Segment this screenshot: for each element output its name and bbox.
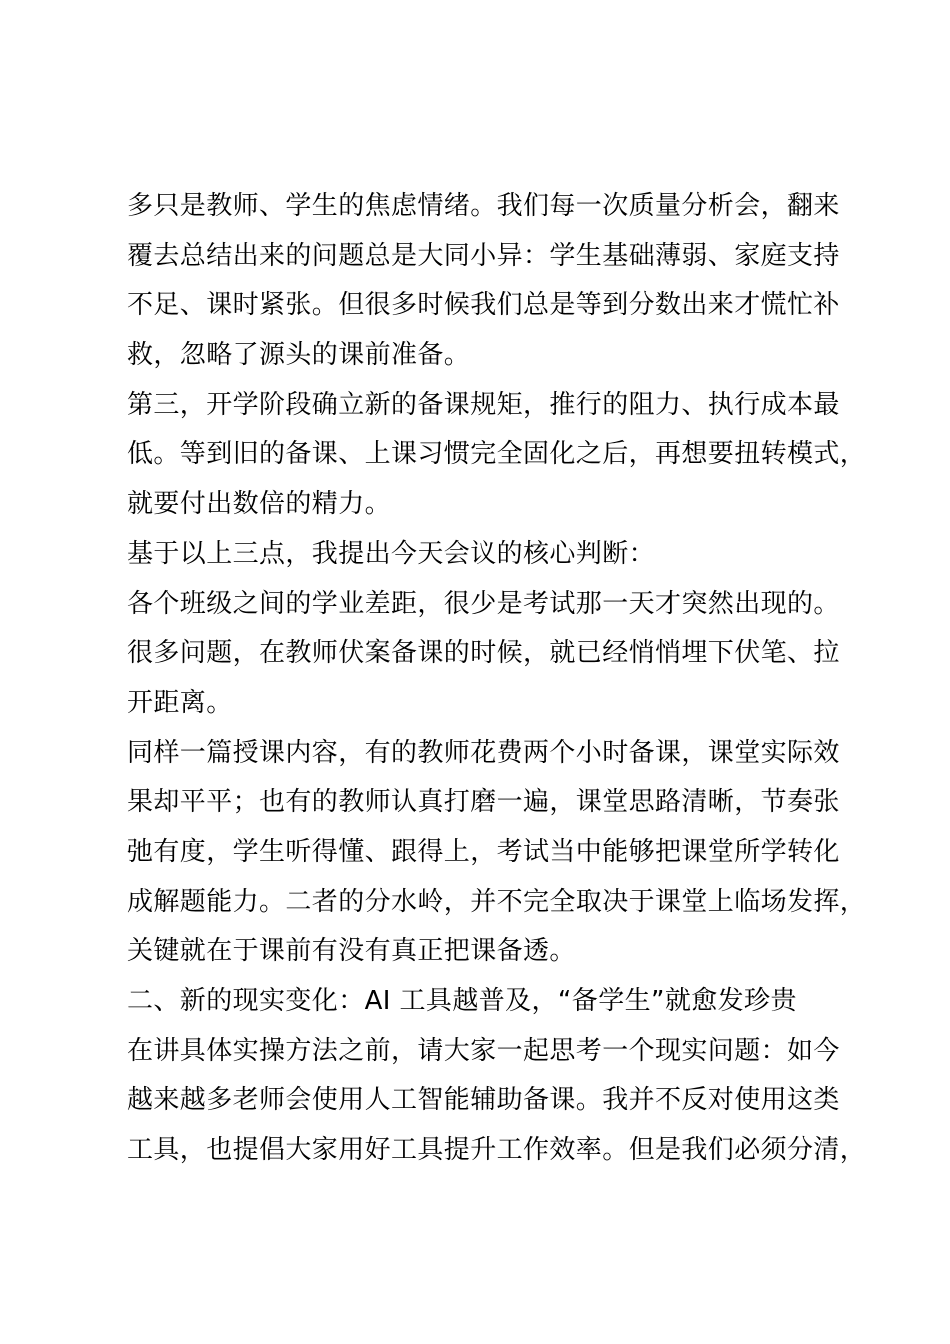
text-line: 覆去总结出来的问题总是大同小异：学生基础薄弱、家庭支持 <box>127 240 840 271</box>
text-line: 工具，也提倡大家用好工具提升工作效率。但是我们必须分清， <box>127 1135 867 1166</box>
text-line: 开距离。 <box>127 687 233 718</box>
text-line: 基于以上三点，我提出今天会议的核心判断： <box>127 538 656 569</box>
text-line: 关键就在于课前有没有真正把课备透。 <box>127 936 576 967</box>
text-line: 很多问题，在教师伏案备课的时候，就已经悄悄埋下伏笔、拉 <box>127 638 840 669</box>
section-heading: 二、新的现实变化：AI 工具越普及，“备学生”就愈发珍贵 <box>127 986 797 1016</box>
text-line: 果却平平；也有的教师认真打磨一遍，课堂思路清晰，节奏张 <box>127 787 840 818</box>
text-line: 越来越多老师会使用人工智能辅助备课。我并不反对使用这类 <box>127 1085 840 1116</box>
text-line: 低。等到旧的备课、上课习惯完全固化之后，再想要扭转模式， <box>127 439 867 470</box>
text-line: 不足、课时紧张。但很多时候我们总是等到分数出来才慌忙补 <box>127 290 840 321</box>
text-line: 弛有度，学生听得懂、跟得上，考试当中能够把课堂所学转化 <box>127 836 840 867</box>
text-line: 救，忽略了源头的课前准备。 <box>127 340 471 371</box>
body-text <box>127 182 867 1176</box>
text-line: 多只是教师、学生的焦虑情绪。我们每一次质量分析会，翻来 <box>127 191 840 221</box>
text-line: 成解题能力。二者的分水岭，并不完全取决于课堂上临场发挥， <box>127 886 867 917</box>
text-line: 就要付出数倍的精力。 <box>127 489 392 520</box>
text-line: 第三，开学阶段确立新的备课规矩，推行的阻力、执行成本最 <box>127 389 840 420</box>
text-line: 同样一篇授课内容，有的教师花费两个小时备课，课堂实际效 <box>127 737 840 768</box>
text-line: 在讲具体实操方法之前，请大家一起思考一个现实问题：如今 <box>127 1035 840 1066</box>
text-line: 各个班级之间的学业差距，很少是考试那一天才突然出现的。 <box>127 588 840 619</box>
